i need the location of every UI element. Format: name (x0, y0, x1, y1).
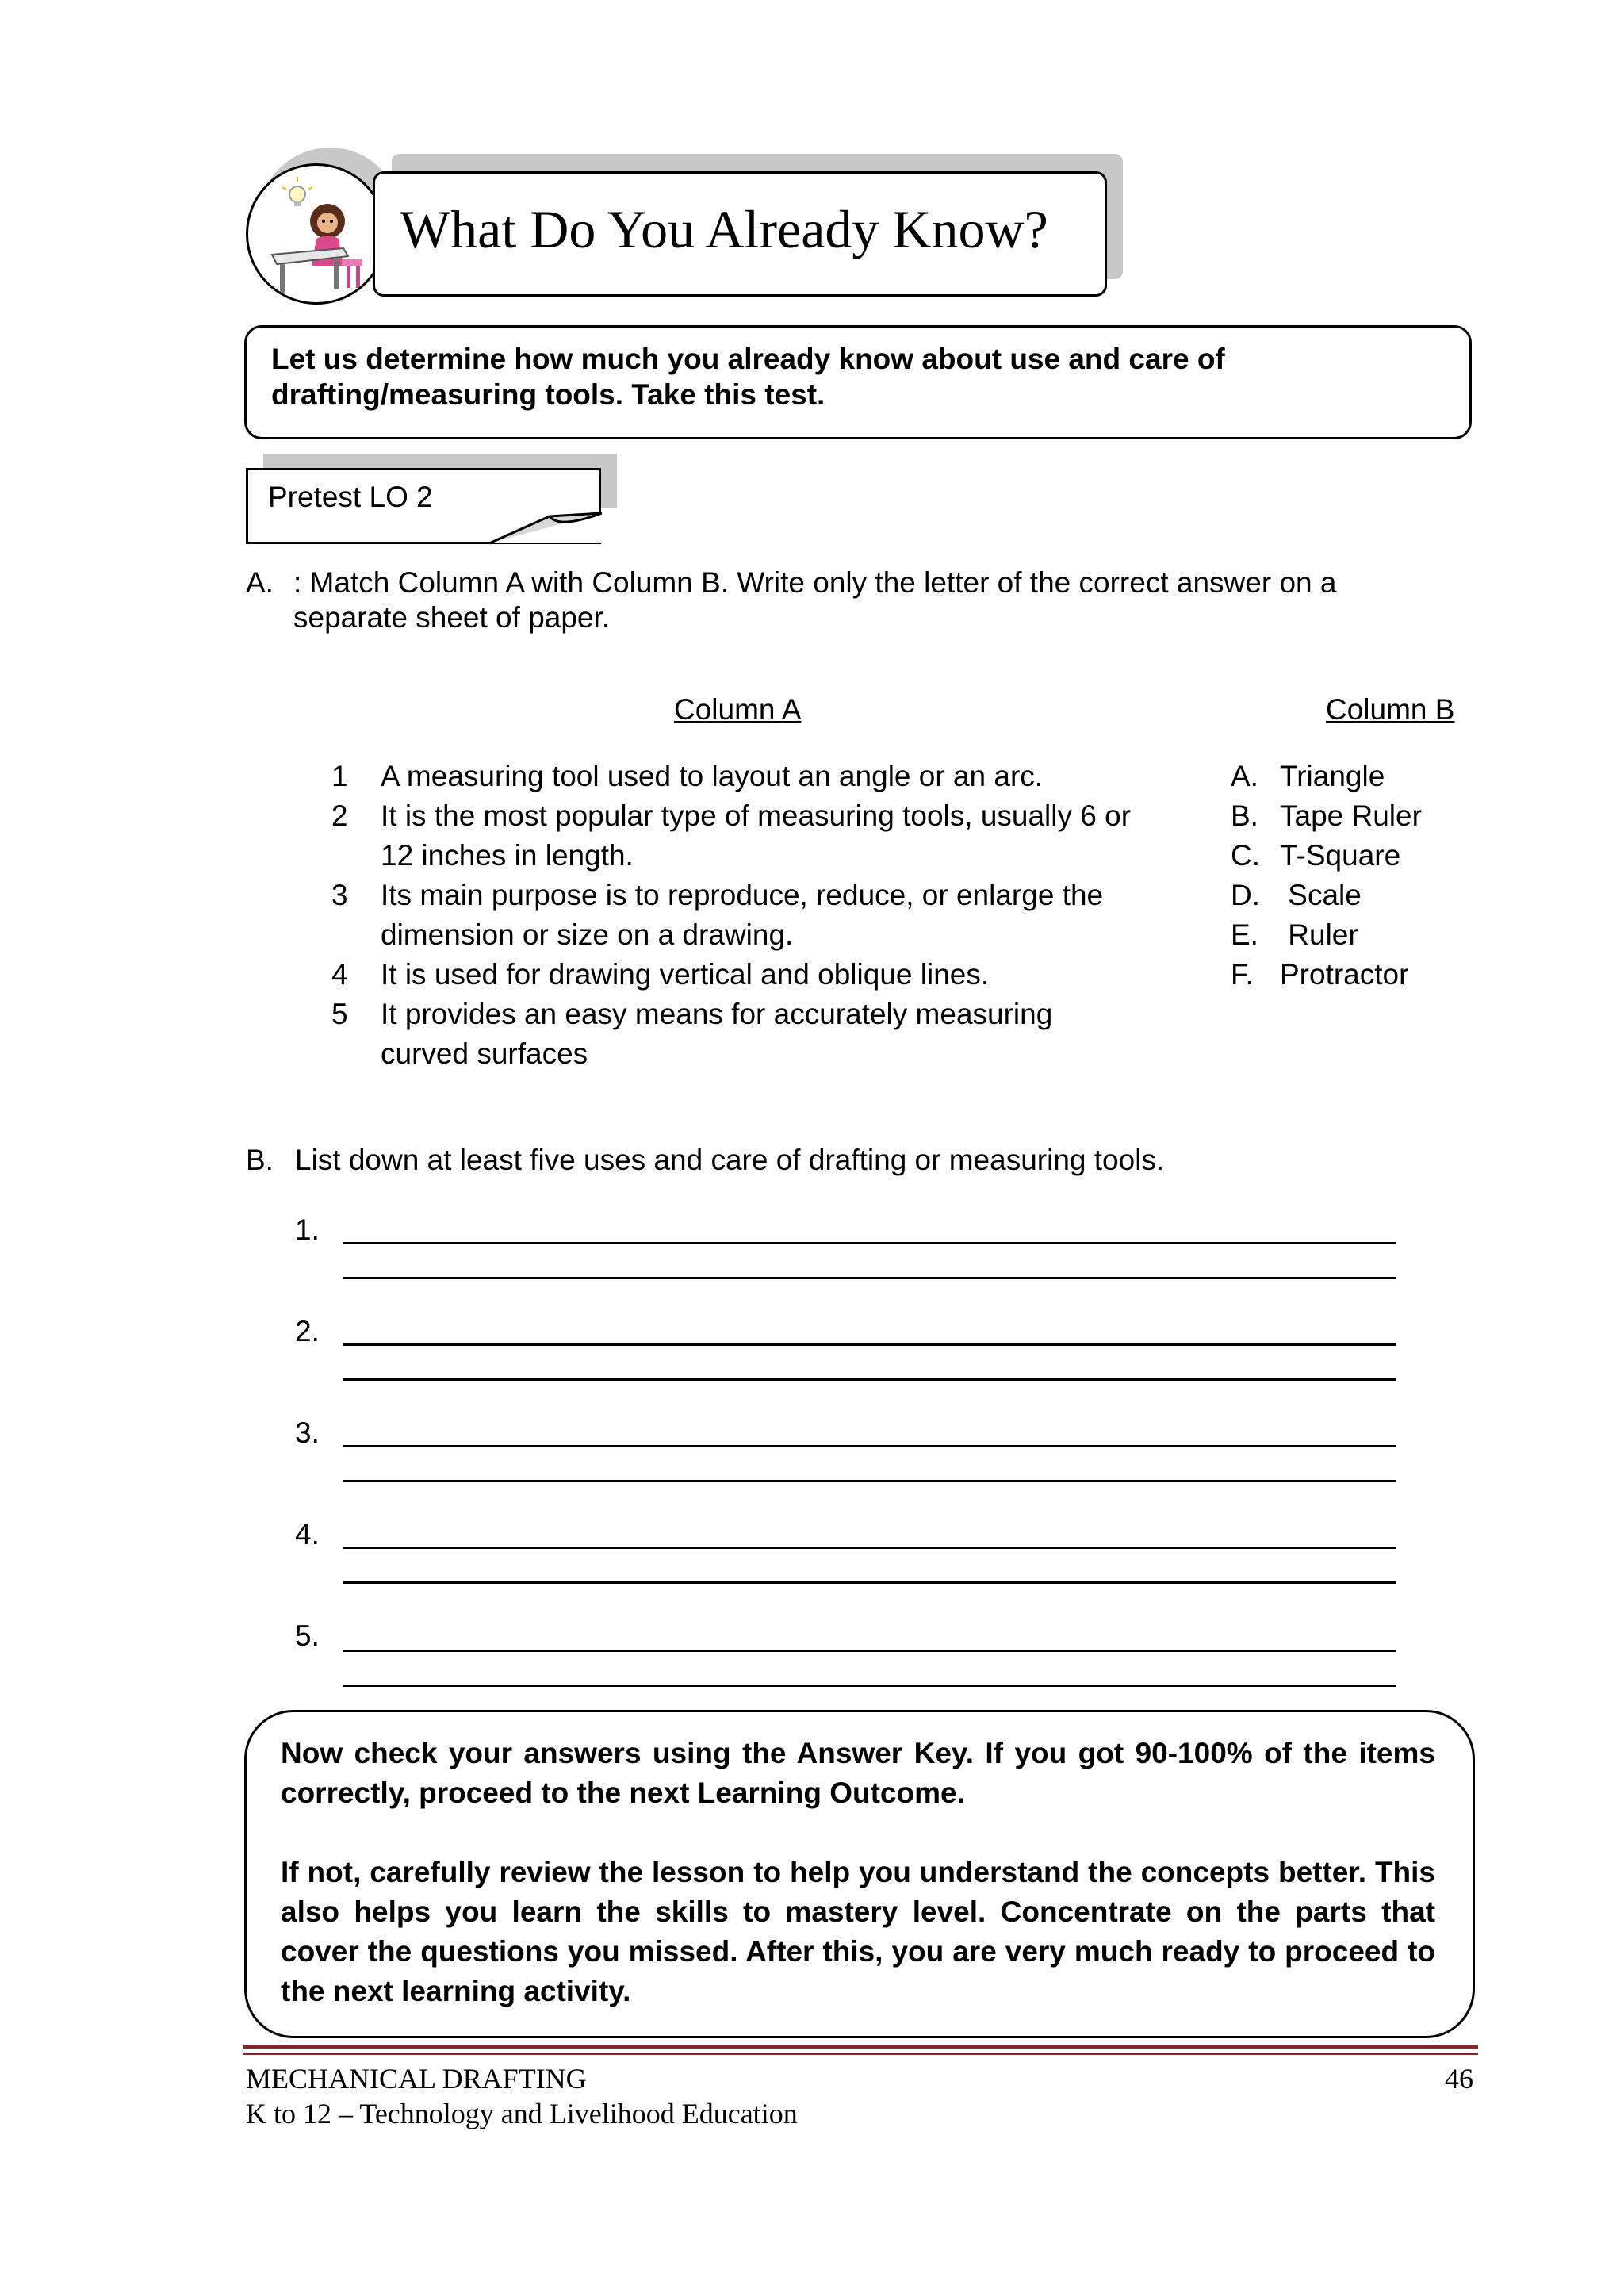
footer-subject: MECHANICAL DRAFTING (246, 2063, 587, 2095)
part-a-instruction-line2: separate sheet of paper. (293, 601, 611, 634)
answer-number: 3. (295, 1416, 320, 1449)
answer-line[interactable] (343, 1650, 1396, 1652)
pretest-label: Pretest LO 2 (268, 481, 433, 513)
choice-letter: E. (1231, 918, 1258, 951)
choice-text: Protractor (1280, 958, 1409, 991)
answer-number: 2. (295, 1315, 320, 1347)
item-text: Its main purpose is to reproduce, reduce, or enlarge the (381, 879, 1104, 911)
item-number: 4 (331, 958, 348, 991)
item-number: 3 (331, 879, 348, 911)
item-number: 5 (331, 998, 348, 1030)
answer-number: 1. (295, 1213, 320, 1246)
intro-text: Let us determine how much you already know about use and care of drafting/measuring tools. Take this test. (271, 343, 1225, 411)
choice-text: Ruler (1280, 918, 1358, 951)
item-text: 12 inches in length. (381, 839, 634, 872)
footer-rule (243, 2045, 1478, 2049)
page-curl-icon (454, 512, 602, 545)
choice-text: T-Square (1280, 839, 1401, 872)
item-number: 1 (331, 760, 348, 792)
column-b-header: Column B (1326, 693, 1455, 726)
part-b-marker: B. (246, 1144, 274, 1176)
answer-line[interactable] (343, 1547, 1396, 1549)
page-number: 46 (1445, 2063, 1473, 2095)
answer-number: 5. (295, 1619, 320, 1652)
choice-letter: F. (1231, 958, 1254, 991)
choice-text: Triangle (1280, 760, 1385, 792)
page-title: What Do You Already Know? (400, 199, 1048, 259)
answer-number: 4. (295, 1518, 320, 1550)
part-b-instruction: List down at least five uses and care of drafting or measuring tools. (295, 1144, 1165, 1176)
note-paragraph-2: If not, carefully review the lesson to help you understand the concepts better. This also helps you learn the skills to mastery level. Concentrate on the parts that cover the questions you missed. After this, you are very much ready to proceed to the next learning activity. (281, 1856, 1435, 2007)
student-at-desk-icon (246, 163, 387, 305)
item-text: A measuring tool used to layout an angle or an arc. (381, 760, 1044, 792)
answer-line[interactable] (343, 1445, 1396, 1447)
choice-text: Tape Ruler (1280, 799, 1422, 832)
answer-line[interactable] (343, 1343, 1396, 1346)
footer-rule-thin (243, 2053, 1478, 2055)
item-number: 2 (331, 799, 348, 832)
choice-letter: B. (1231, 799, 1258, 832)
item-text: dimension or size on a drawing. (381, 918, 794, 951)
answer-line[interactable] (343, 1480, 1396, 1482)
item-text: It is the most popular type of measuring tools, usually 6 or (381, 799, 1132, 832)
answer-line[interactable] (343, 1277, 1396, 1279)
answer-line[interactable] (343, 1242, 1396, 1244)
item-text: curved surfaces (381, 1037, 588, 1070)
answer-line[interactable] (343, 1378, 1396, 1381)
choice-letter: C. (1231, 839, 1260, 872)
part-a-marker: A. (246, 566, 274, 599)
choice-letter: D. (1231, 879, 1260, 911)
item-text: It is used for drawing vertical and oblique lines. (381, 958, 990, 991)
answer-line[interactable] (343, 1685, 1396, 1687)
answer-line[interactable] (343, 1581, 1396, 1584)
choice-letter: A. (1231, 760, 1258, 792)
note-paragraph-1: Now check your answers using the Answer Key. If you got 90-100% of the items correctly, proceed to the next Learning Outcome. (281, 1737, 1435, 1809)
item-text: It provides an easy means for accurately measuring (381, 998, 1053, 1030)
choice-text: Scale (1280, 879, 1362, 911)
part-a-instruction-line1: : Match Column A with Column B. Write only the letter of the correct answer on a (293, 566, 1337, 599)
footer-program: K to 12 – Technology and Livelihood Education (246, 2098, 798, 2129)
column-a-header: Column A (674, 693, 802, 726)
